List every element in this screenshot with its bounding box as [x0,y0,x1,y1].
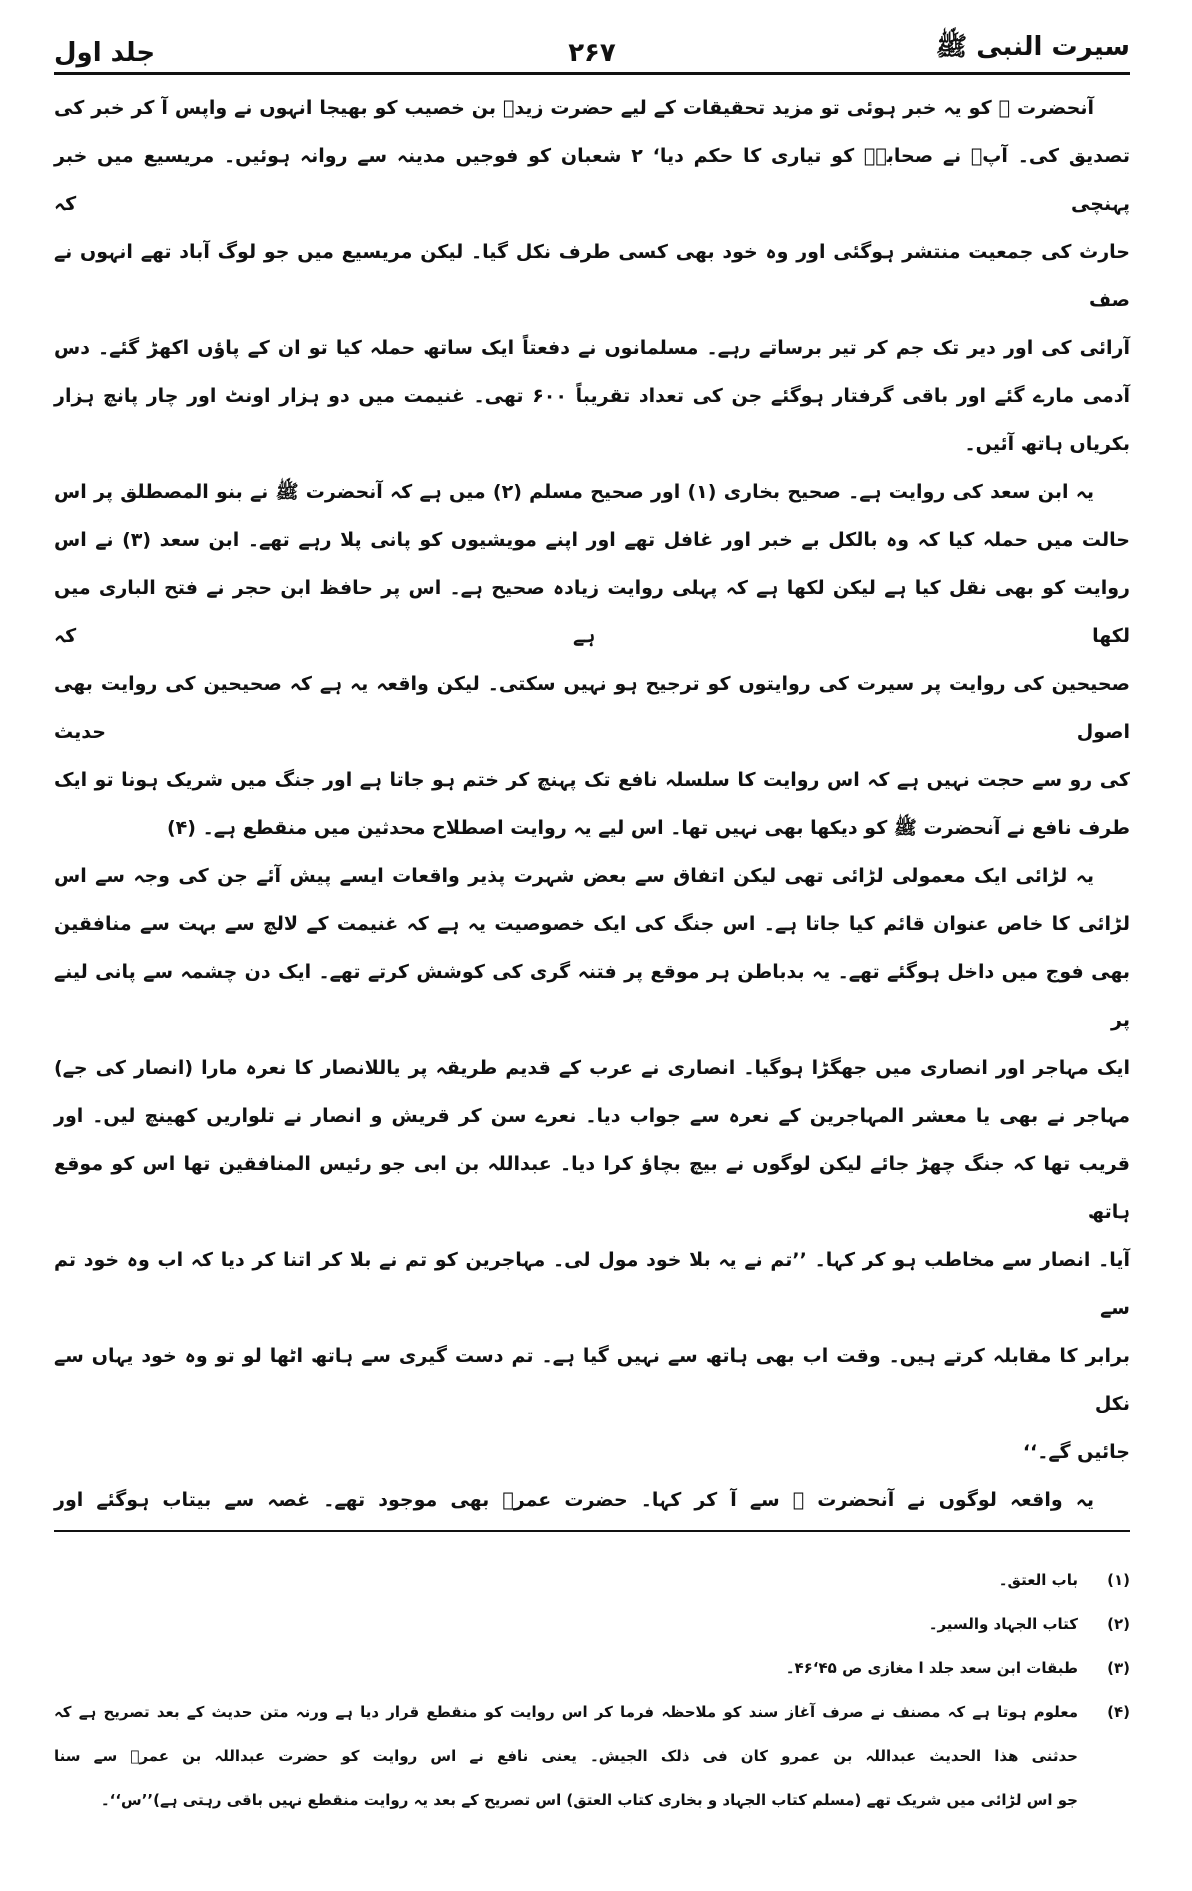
text-line: بھی فوج میں داخل ہوگئے تھے۔ یہ بدباطن ہر موقع پر فتنہ گری کی کوشش کرتے تھے۔ ایک دن چشمہ سے پانی لینے پر [54,961,1130,1031]
footnote-number: (۴) [1107,1703,1130,1721]
footnote-number: (۱) [1107,1571,1130,1589]
text-line: ایک مہاجر اور انصاری میں جھگڑا ہوگیا۔ انصاری نے عرب کے قدیم طریقہ پر یاللانصار کا نعرہ مارا (انصار کی جے) [54,1057,1130,1079]
text-line: لڑائی کا خاص عنوان قائم کیا جاتا ہے۔ اس جنگ کی ایک خصوصیت یہ ہے کہ غنیمت کے لالچ سے بہت سے منافقین [54,913,1130,935]
text-line: یہ ابن سعد کی روایت ہے۔ صحیح بخاری (۱) اور صحیح مسلم (۲) میں ہے کہ آنحضرت ﷺ نے بنو المصطلق پر اس [54,481,1094,503]
page-header [54,28,1130,72]
footnote-line: حدثنی ھذا الحدیث عبداللہ بن عمرو کان فی ذلک الجیش۔ یعنی نافع نے اس روایت کو حضرت عبداللہ بن عمرؓ سے سنا [54,1747,1078,1765]
text-line: یہ لڑائی ایک معمولی لڑائی تھی لیکن اتفاق سے بعض شہرت پذیر واقعات ایسے پیش آئے جن کی وجہ سے اس [54,865,1094,887]
footnote-line: جو اس لڑائی میں شریک تھے (مسلم کتاب الجہاد و بخاری کتاب العتق) اس تصریح کے بعد یہ روایت منقطع نہیں باقی رہتی ہے)’’س‘‘۔ [100,1791,1078,1809]
paragraph [54,84,1130,468]
text-line: بکریاں ہاتھ آئیں۔ [964,433,1130,455]
text-line: حارث کی جمعیت منتشر ہوگئی اور وہ خود بھی کسی طرف نکل گیا۔ لیکن مریسیع میں جو لوگ آباد تھے انہوں نے صف [54,241,1130,311]
paragraph [54,1476,1130,1524]
book-page [54,0,1130,1822]
footnote-line: معلوم ہوتا ہے کہ مصنف نے صرف آغاز سند کو ملاحظہ فرما کر اس روایت کو منقطع قرار دیا ہے ورنہ متن حدیث کے بعد تصریح ہے کہ [54,1703,1078,1721]
footnote-text [54,1646,1078,1690]
text-line: آنحضرت ﷺ کو یہ خبر ہوئی تو مزید تحقیقات کے لیے حضرت زیدؓ بن خصیب کو بھیجا انہوں نے واپس آ کر خبر کی [54,97,1094,119]
text-line: آیا۔ انصار سے مخاطب ہو کر کہا۔ ’’تم نے یہ بلا خود مول لی۔ مہاجرین کو تم نے بلا کر اتنا کر دیا کہ اب وہ خود تم سے [54,1249,1130,1319]
text-line: قریب تھا کہ جنگ چھڑ جائے لیکن لوگوں نے بیچ بچاؤ کرا دیا۔ عبداللہ بن ابی جو رئیس المنافقین تھا اس کو موقع ہاتھ [54,1153,1130,1223]
footnote-number: (۳) [1107,1659,1130,1677]
footnote-line: کتاب الجہاد والسیر۔ [928,1615,1078,1633]
text-line: آرائی کی اور دیر تک جم کر تیر برساتے رہے۔ مسلمانوں نے دفعتاً ایک ساتھ حملہ کیا تو ان کے پاؤں اکھڑ گئے۔ دس [54,337,1130,359]
footnotes [54,1532,1130,1822]
book-title: سیرت النبی ﷺ [935,32,1130,62]
paragraph [54,468,1130,852]
footnote [54,1646,1130,1690]
text-line: یہ واقعہ لوگوں نے آنحضرت ﷺ سے آ کر کہا۔ حضرت عمرؓ بھی موجود تھے۔ غصہ سے بیتاب ہوگئے اور [54,1489,1094,1511]
footnote-line: طبقات ابن سعد جلد ا مغازی ص ۴۵‘۴۶۔ [785,1659,1078,1677]
text-line: صحیحین کی روایت پر سیرت کی روایتوں کو ترجیح ہو نہیں سکتی۔ لیکن واقعہ یہ ہے کہ صحیحین کی روایت بھی اصول حدیث [54,673,1130,743]
text-line: کی رو سے حجت نہیں ہے کہ اس روایت کا سلسلہ نافع تک پہنچ کر ختم ہو جاتا ہے اور جنگ میں شریک ہونا تو ایک [54,769,1130,791]
text-line: حالت میں حملہ کیا کہ وہ بالکل بے خبر اور غافل تھے اور اپنے مویشیوں کو پانی پلا رہے تھے۔ ابن سعد (۳) نے اس [54,529,1130,551]
footnote [54,1602,1130,1646]
page-number: ۲۶۷ [568,38,616,68]
text-line: روایت کو بھی نقل کیا ہے لیکن لکھا ہے کہ پہلی روایت زیادہ صحیح ہے۔ اس پر حافظ ابن حجر نے فتح الباری میں لکھا ہے کہ [54,577,1130,647]
text-line: برابر کا مقابلہ کرتے ہیں۔ وقت اب بھی ہاتھ سے نہیں گیا ہے۔ تم دست گیری سے ہاتھ اٹھا لو تو وہ خود یہاں سے نکل [54,1345,1130,1415]
text-line: جائیں گے۔‘‘ [1022,1441,1130,1463]
footnote-number: (۲) [1107,1615,1130,1633]
footnote [54,1558,1130,1602]
paragraph [54,852,1130,1476]
footnote [54,1690,1130,1822]
text-line: تصدیق کی۔ آپؐ نے صحابہؓ کو تیاری کا حکم دیا‘ ۲ شعبان کو فوجیں مدینہ سے روانہ ہوئیں۔ مریسیع میں خبر پہنچی کہ [54,145,1130,215]
text-line: آدمی مارے گئے اور باقی گرفتار ہوگئے جن کی تعداد تقریباً ۶۰۰ تھی۔ غنیمت میں دو ہزار اونٹ اور چار پانچ ہزار [54,385,1131,407]
footnote-line: باب العتق۔ [998,1571,1078,1589]
text-line: مہاجر نے بھی یا معشر المہاجرین کے نعرہ سے جواب دیا۔ نعرے سن کر قریش و انصار نے تلواریں کھینچ لیں۔ اور [54,1105,1130,1127]
volume-label: جلد اول [54,38,156,68]
main-text [54,75,1130,1524]
footnote-text [54,1690,1078,1822]
footnote-text [54,1558,1078,1602]
text-line: طرف نافع نے آنحضرت ﷺ کو دیکھا بھی نہیں تھا۔ اس لیے یہ روایت اصطلاح محدثین میں منقطع ہے۔ (۴) [166,817,1130,839]
footnote-text [54,1602,1078,1646]
